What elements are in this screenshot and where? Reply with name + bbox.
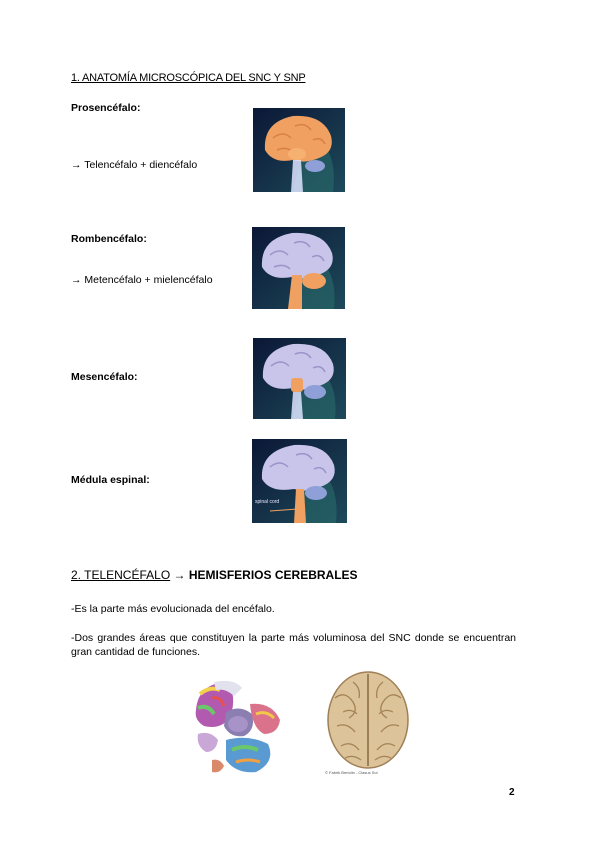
medula-espinal-label: Médula espinal: <box>71 474 150 486</box>
section-2-title <box>71 568 358 582</box>
prosencefalo-detail: → Telencéfalo + diencéfalo <box>71 159 198 171</box>
rombencefalo-label: Rombencéfalo: <box>71 233 147 245</box>
brain-top-caption: © Fabrik Bertolin - Clasus Sol <box>325 770 378 775</box>
mesencefalo-label: Mesencéfalo: <box>71 371 138 383</box>
page-number: 2 <box>509 787 515 798</box>
paragraph-1: -Es la parte más evolucionada del encéfalo. <box>71 603 275 615</box>
spinal-cord-image <box>252 439 347 523</box>
section-2-title-bold: HEMISFERIOS CEREBRALES <box>188 568 358 582</box>
section-2-title-underlined: 2. TELENCÉFALO <box>71 568 171 582</box>
section-1-title: 1. ANATOMÍA MICROSCÓPICA DEL SNC Y SNP <box>71 72 306 84</box>
midbrain-image <box>253 338 346 419</box>
paragraph-2: -Dos grandes áreas que constituyen la parte más voluminosa del SNC donde se encuentran gran cantidad de funciones. <box>71 632 516 658</box>
exploded-brain-image <box>190 674 286 778</box>
spinal-cord-caption: spinal cord <box>255 499 280 505</box>
rombencefalo-detail: → Metencéfalo + mielencéfalo <box>71 274 213 286</box>
forebrain-image <box>253 108 345 192</box>
hindbrain-image <box>252 227 345 309</box>
brain-top-view-image <box>323 668 413 778</box>
prosencefalo-label: Prosencéfalo: <box>71 102 141 114</box>
section-2-arrow: → <box>173 568 186 582</box>
